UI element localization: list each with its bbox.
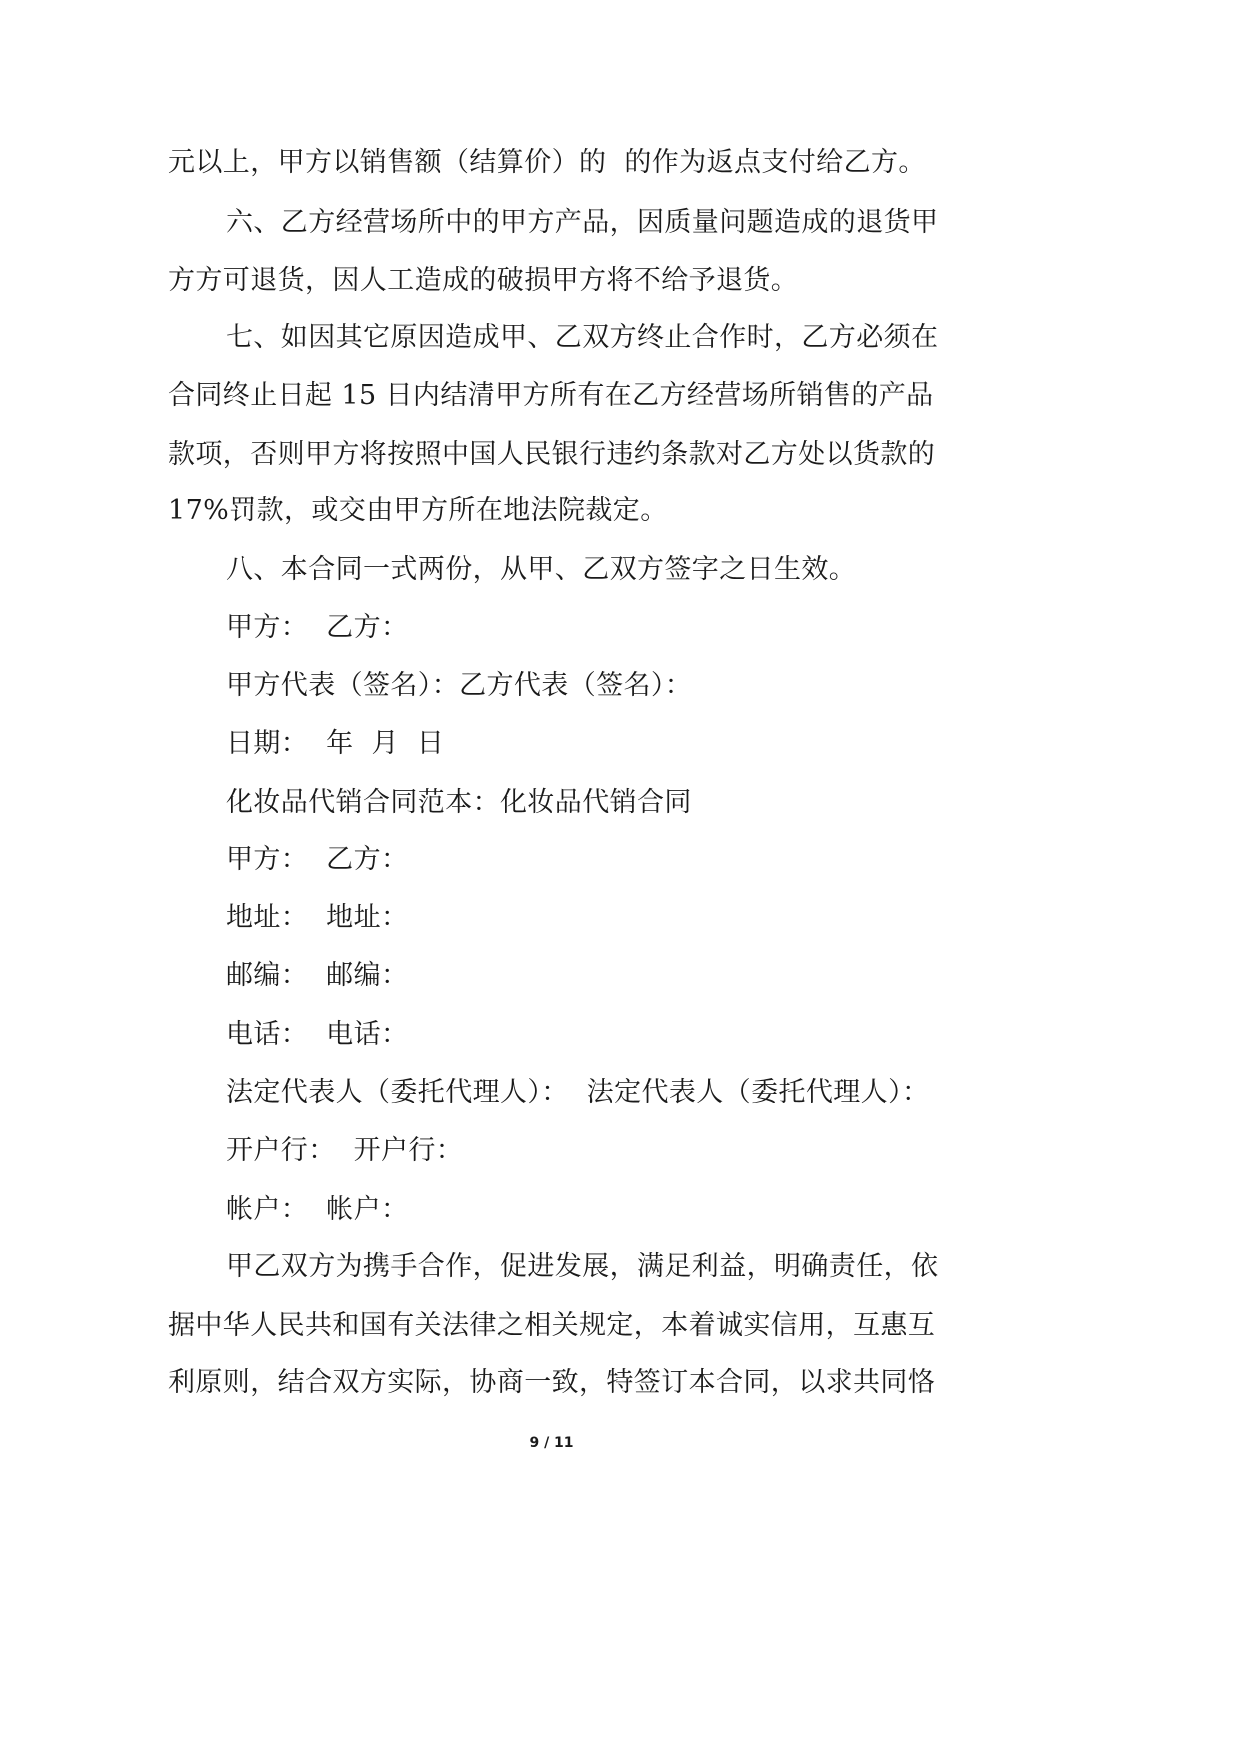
page-number: 9 / 11 xyxy=(529,1435,574,1451)
body-line: 方方可退货，因人工造成的破损甲方将不给予退货。 xyxy=(168,265,799,296)
account-line: 帐户： 帐户： xyxy=(226,1194,409,1225)
date-line: 日期： 年 月 日 xyxy=(226,728,445,759)
body-line: 合同终止日起 15 日内结清甲方所有在乙方经营场所销售的产品 xyxy=(168,380,934,411)
body-line: 17%罚款，或交由甲方所在地法院裁定。 xyxy=(168,495,668,526)
section-heading: 化妆品代销合同范本：化妆品代销合同 xyxy=(226,787,692,818)
body-line: 七、如因其它原因造成甲、乙双方终止合作时，乙方必须在 xyxy=(226,322,939,353)
party-line: 甲方： 乙方： xyxy=(226,844,409,875)
bank-line: 开户行： 开户行： xyxy=(226,1135,464,1166)
body-line: 款项，否则甲方将按照中国人民银行违约条款对乙方处以货款的 xyxy=(168,439,936,470)
body-line: 甲乙双方为携手合作，促进发展，满足利益，明确责任，依 xyxy=(226,1251,939,1282)
legal-rep-line: 法定代表人（委托代理人）： 法定代表人（委托代理人）： xyxy=(226,1077,930,1108)
body-line: 元以上，甲方以销售额（结算价）的 的作为返点支付给乙方。 xyxy=(168,147,926,178)
signature-line: 甲方： 乙方： xyxy=(226,612,409,643)
postcode-line: 邮编： 邮编： xyxy=(226,960,409,991)
phone-line: 电话： 电话： xyxy=(226,1019,409,1050)
body-line: 八、本合同一式两份，从甲、乙双方签字之日生效。 xyxy=(226,554,857,585)
body-line: 六、乙方经营场所中的甲方产品，因质量问题造成的退货甲 xyxy=(226,207,939,238)
signature-line: 甲方代表（签名）：乙方代表（签名）： xyxy=(226,670,693,701)
body-line: 利原则，结合双方实际，协商一致，特签订本合同，以求共同恪 xyxy=(168,1367,936,1398)
address-line: 地址： 地址： xyxy=(226,902,409,933)
body-line: 据中华人民共和国有关法律之相关规定，本着诚实信用，互惠互 xyxy=(168,1310,936,1341)
